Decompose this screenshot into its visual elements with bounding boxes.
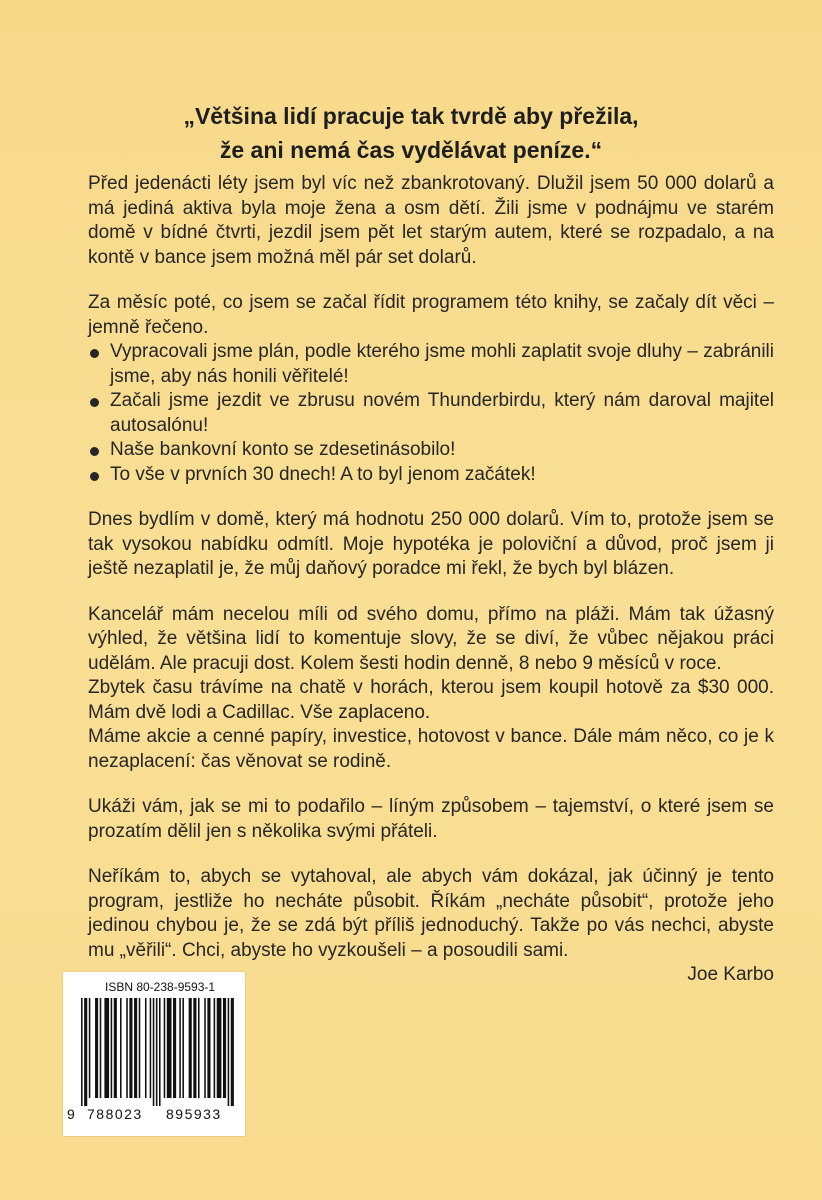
barcode-bar <box>111 998 113 1098</box>
paragraph-month-after: Za měsíc poté, co jsem se začal řídit programem této knihy, se začaly dít věci – jemně řečeno. <box>88 292 774 338</box>
barcode-bar <box>150 998 152 1098</box>
bullet-item: Naše bankovní konto se zdesetinásobilo! <box>88 438 774 463</box>
barcode-bar <box>100 998 102 1098</box>
barcode-bar <box>228 998 230 1106</box>
author-signature: Joe Karbo <box>687 964 774 985</box>
barcode-bar <box>120 998 122 1098</box>
paragraph-stocks: Máme akcie a cenné papíry, investice, hotovost v bance. Dále mám něco, co je k nezaplacení: čas věnovat se rodině. <box>88 726 774 772</box>
barcode-bar <box>126 998 128 1098</box>
barcode-bar <box>204 998 206 1098</box>
barcode-bar <box>167 998 172 1098</box>
barcode-digits <box>63 1106 245 1126</box>
barcode-bar <box>145 998 147 1098</box>
paragraph-cabin: Zbytek času trávíme na chatě v horách, kterou jsem koupil hotově za $30 000. Mám dvě lodi a Cadillac. Vše zaplaceno. <box>88 677 774 723</box>
barcode-image <box>79 998 239 1106</box>
bullet-item: Začali jsme jezdit ve zbrusu novém Thunderbirdu, který nám daroval majitel autosalónu! <box>88 389 774 438</box>
barcode-bar <box>231 998 234 1106</box>
headline-line-2: že ani nemá čas vydělávat peníze.“ <box>219 137 603 163</box>
barcode-bar <box>214 998 216 1098</box>
barcode-digit-first: 9 <box>67 1106 75 1122</box>
barcode-bar <box>223 998 226 1098</box>
barcode-bar <box>217 998 222 1098</box>
barcode-digits-right: 895933 <box>166 1106 222 1122</box>
barcode-bar <box>95 998 98 1098</box>
barcode-bar <box>164 998 166 1098</box>
barcode-bar <box>153 998 155 1106</box>
isbn-number: ISBN 80-238-9593-1 <box>105 980 216 994</box>
barcode-bar <box>156 998 158 1106</box>
bullet-item: To vše v prvních 30 dnech! A to byl jenom začátek! <box>88 463 774 488</box>
barcode-bar <box>114 998 117 1098</box>
barcode-bar <box>129 998 132 1098</box>
isbn-barcode-label <box>63 972 245 1136</box>
barcode-bar <box>134 998 137 1098</box>
barcode-bar <box>198 998 200 1098</box>
headline-line-1: „Většina lidí pracuje tak tvrdě aby přežila, <box>183 103 639 129</box>
barcode-bar <box>81 998 83 1106</box>
bullet-list <box>88 340 774 487</box>
barcode-bar <box>193 998 196 1098</box>
barcode-bar <box>139 998 141 1098</box>
headline-quote <box>100 99 722 167</box>
barcode-bar <box>189 998 192 1098</box>
barcode-bar <box>104 998 109 1098</box>
paragraph-secret: Ukáži vám, jak se mi to podařilo – líným způsobem – tajemství, o které jsem se prozatím dělil jen s několika svými přáteli. <box>88 796 774 842</box>
barcode-bar <box>182 998 184 1098</box>
barcode-bar <box>84 998 87 1106</box>
paragraph-intro: Před jedenácti léty jsem byl víc než zbankrotovaný. Dlužil jsem 50 000 dolarů a má jediná aktiva byla moje žena a osm dětí. Žili jsme v podnájmu ve starém domě v bídné čtvrti, jezdil jsem pět let starým autem, které se rozpadalo, a na kontě v bance jsem možná měl pár set dolarů. <box>88 173 774 268</box>
paragraph-program: Neříkám to, abych se vytahoval, ale abych vám dokázal, jak účinný je tento program, jestliže ho necháte působit. Říkám „necháte působit“, protože jeho jedinou chybou je, že se zdá být příliš jednoduchý. Takže po vás nechci, abyste mu „věřili“. Chci, abyste ho vyzkoušeli – a posoudili sami. <box>88 866 774 961</box>
barcode-bar <box>179 998 181 1098</box>
paragraph-house: Dnes bydlím v domě, který má hodnotu 250 000 dolarů. Vím to, protože jsem se tak vysokou nabídku odmítl. Moje hypotéka je poloviční a důvod, proč jsem ji ještě nezaplatil je, že můj daňový poradce mi řekl, že bych byl blázen. <box>88 509 774 579</box>
bullet-item: Vypracovali jsme plán, podle kterého jsme mohli zaplatit svoje dluhy – zabránili jsme, aby nás honili věřitelé! <box>88 340 774 389</box>
body-text <box>88 172 774 988</box>
barcode-digits-left: 788023 <box>87 1106 143 1122</box>
paragraph-office: Kancelář mám necelou míli od svého domu, přímo na pláži. Mám tak úžasný výhled, že většina lidí to komentuje slovy, že se diví, že vůbec nějakou práci udělám. Ale pracuji dost. Kolem šesti hodin denně, 8 nebo 9 měsíců v roce. <box>88 603 774 674</box>
barcode-bar <box>159 998 161 1106</box>
barcode-bar <box>89 998 91 1098</box>
barcode-bar <box>173 998 176 1098</box>
barcode-bar <box>207 998 210 1098</box>
